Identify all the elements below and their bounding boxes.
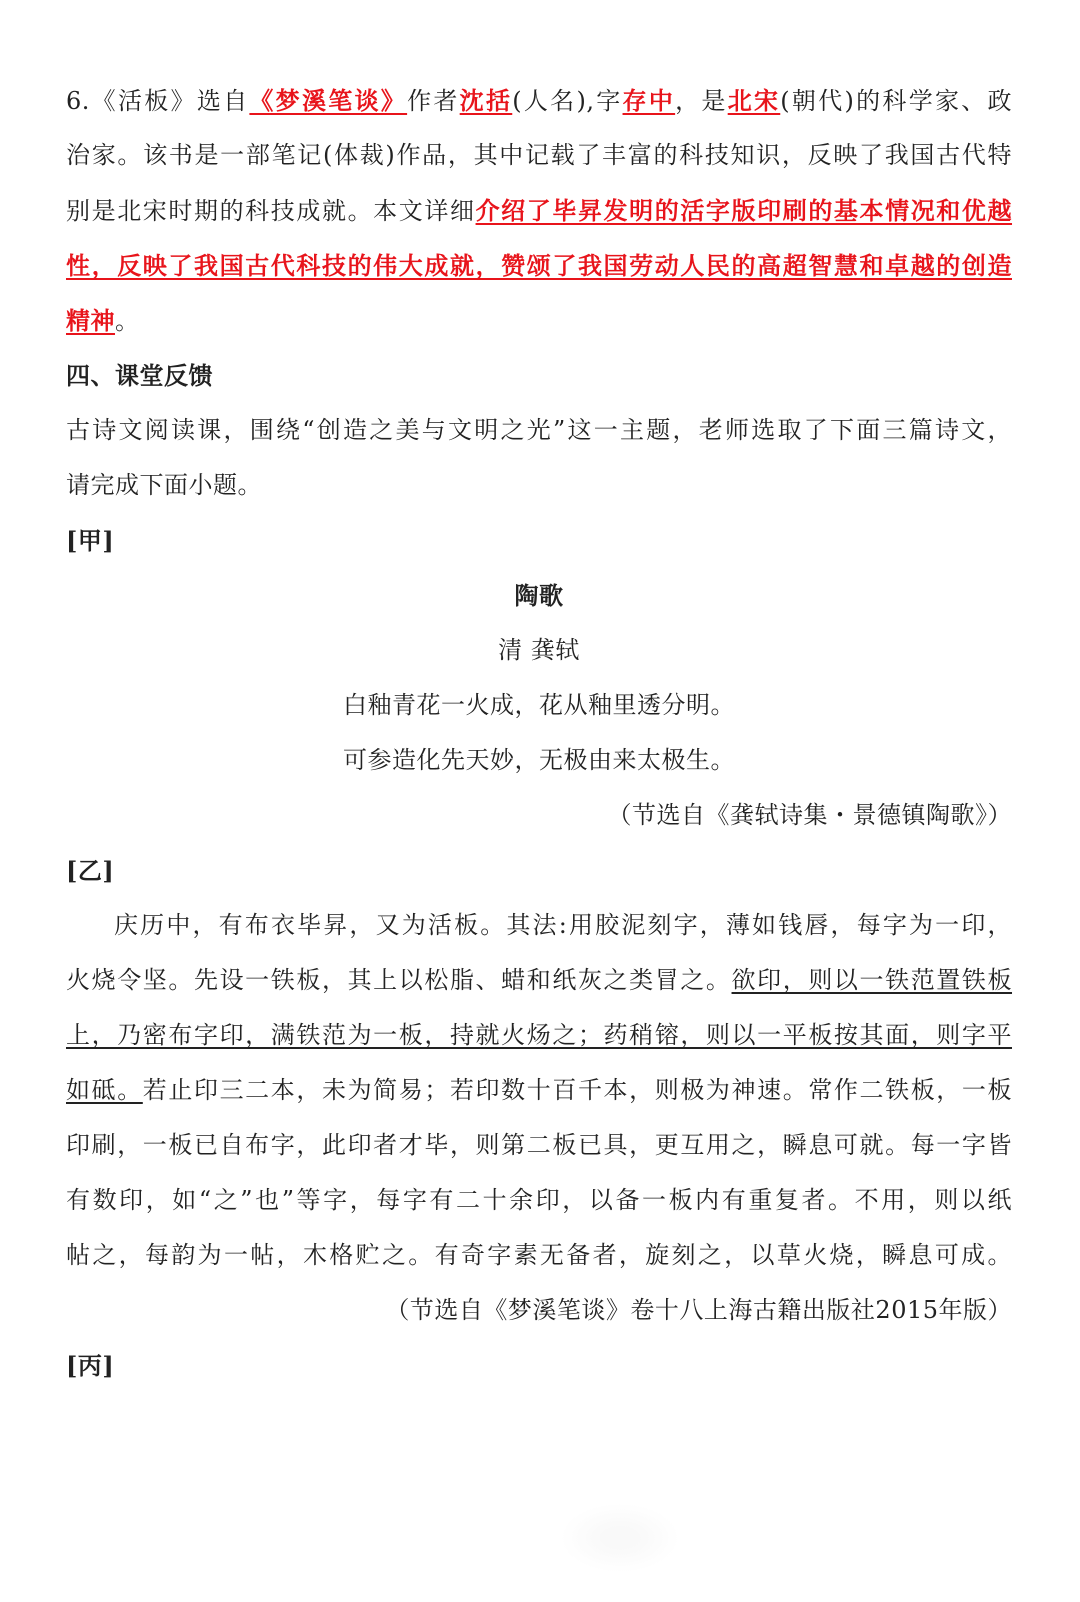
label-yi: [乙]: [66, 856, 115, 885]
prose-underlined: 欲印，则以一铁范置铁板: [731, 966, 1013, 994]
intro-text: (人名),字: [512, 87, 623, 115]
prose-line-7: 帖之，每韵为一帖，木格贮之。有奇字素无备者，旋刻之，以草火烧，瞬息可成。: [66, 1241, 1012, 1269]
prose-line-3: 上，乃密布字印，满铁范为一板，持就火炀之；药稍镕，则以一平板按其面，则字平: [66, 1021, 1012, 1049]
faint-watermark: [560, 1503, 680, 1573]
intro-text: ，是: [675, 87, 728, 115]
poem-author: 清 龚轼: [498, 636, 580, 664]
answer-dynasty: 北宋: [727, 86, 781, 115]
intro-line-5: [66, 293, 1012, 348]
prose-underlined: 如砥。: [66, 1076, 143, 1104]
intro-text: 别是北宋时期的科技成就。本文详细: [66, 197, 476, 225]
answer-courtesy-name: 存中: [622, 86, 676, 115]
prose-text: 火烧令坚。先设一铁板，其上以松脂、蜡和纸灰之类冒之。: [66, 966, 732, 994]
poem-source: （节选自《龚轼诗集・景德镇陶歌》）: [607, 801, 1012, 829]
section-paragraph-line-1: 古诗文阅读课，围绕“创造之美与文明之光”这一主题，老师选取了下面三篇诗文，: [66, 416, 1012, 444]
intro-text: 6.《活板》选自: [66, 87, 250, 115]
poem-line-2: 可参造化先天妙，无极由来太极生。: [343, 746, 735, 774]
prose-line-6: 有数印，如“之”也”等字，每字有二十余印，以备一板内有重复者。不用，则以纸: [66, 1186, 1012, 1214]
prose-line-1: 庆历中，有布衣毕昇，又为活板。其法:用胶泥刻字，薄如钱唇，每字为一印，: [114, 911, 1012, 939]
intro-line-4: 性，反映了我国古代科技的伟大成就，赞颂了我国劳动人民的高超智慧和卓越的创造: [66, 251, 1012, 280]
label-bing: [丙]: [66, 1351, 115, 1380]
answer-author: 沈括: [459, 86, 513, 115]
intro-line-2: 治家。该书是一部笔记(体裁)作品，其中记载了丰富的科技知识，反映了我国古代特: [66, 141, 1012, 169]
section-heading: 四、课堂反馈: [66, 361, 213, 390]
prose-line-5: 印刷，一板已自布字，此印者才毕，则第二板已具，更互用之，瞬息可就。每一字皆: [66, 1131, 1012, 1159]
section-paragraph-line-2: 请完成下面小题。: [66, 471, 262, 499]
poem-line-1: 白釉青花一火成，花从釉里透分明。: [343, 691, 735, 719]
answer-book-title: 《梦溪笔谈》: [249, 86, 408, 115]
intro-line-1: [66, 73, 1012, 128]
intro-text: 。: [115, 307, 140, 335]
prose-line-2: [66, 953, 1012, 1008]
document-page: [0, 73, 1080, 1602]
intro-text: (朝代)的科学家、政: [780, 87, 1013, 115]
answer-summary: 介绍了毕昇发明的活字版印刷的基本情况和优越: [475, 196, 1013, 225]
answer-summary-end: 精神: [66, 306, 115, 335]
prose-line-4: [66, 1063, 1012, 1118]
intro-line-3: [66, 183, 1012, 238]
poem-title: 陶歌: [514, 581, 564, 610]
prose-source: （节选自《梦溪笔谈》卷十八上海古籍出版社2015年版）: [385, 1296, 1012, 1324]
prose-text: 若止印三二本，未为简易；若印数十百千本，则极为神速。常作二铁板，一板: [142, 1076, 1013, 1104]
label-jia: [甲]: [66, 526, 115, 555]
intro-text: 作者: [407, 87, 460, 115]
